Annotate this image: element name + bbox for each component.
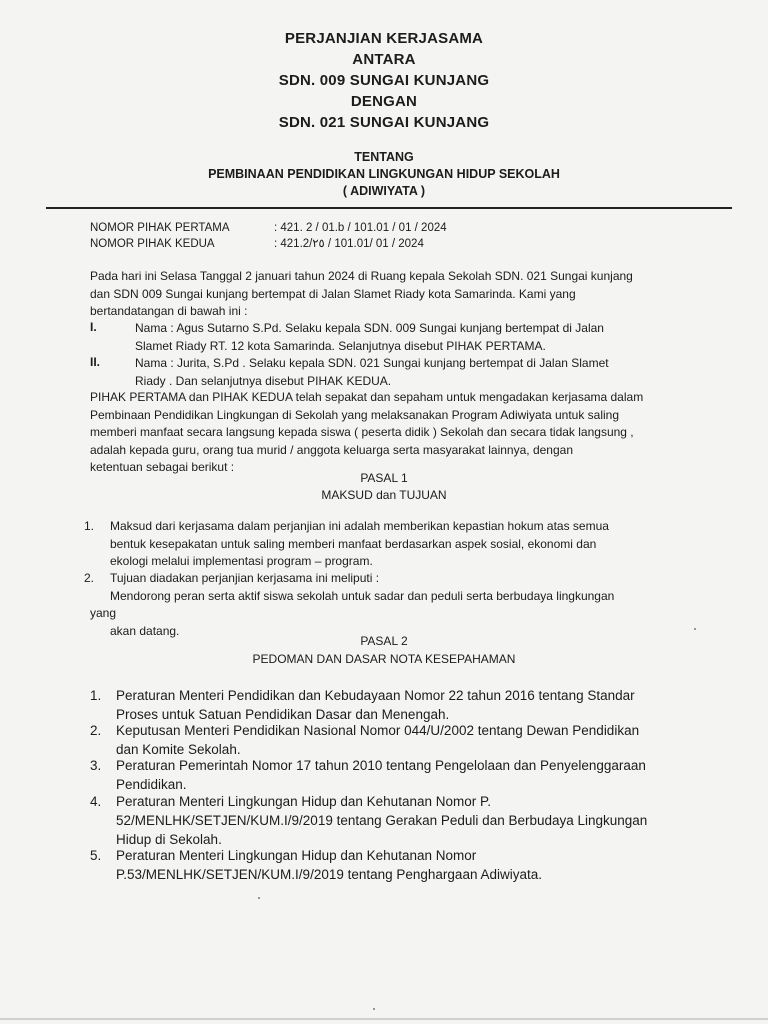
item-line: 52/MENLHK/SETJEN/KUM.I/9/2019 tentang Gerakan Peduli dan Berbudaya Lingkungan — [116, 813, 648, 828]
item-number: 1. — [84, 519, 95, 533]
pasal2-item — [90, 686, 675, 724]
intro-line: dan SDN 009 Sungai kunjang bertempat di Jalan Slamet Riady kota Samarinda. Kami yang — [90, 286, 576, 301]
item-line: dan Komite Sekolah. — [116, 742, 241, 757]
title-line: PERJANJIAN KERJASAMA — [284, 30, 484, 47]
item-number: 1. — [90, 688, 102, 703]
item-line: Peraturan Pemerintah Nomor 17 tahun 2010 tentang Pengelolaan dan Penyelenggaraan — [116, 758, 646, 773]
subtitle-tentang: TENTANG — [354, 150, 414, 164]
pasal2-item — [90, 756, 675, 794]
pasal2-heading: PASAL 2 — [360, 634, 408, 648]
item-number: 4. — [90, 794, 102, 809]
title-line: ANTARA — [352, 51, 416, 68]
item-number: 3. — [90, 758, 102, 773]
agreement-line: PIHAK PERTAMA dan PIHAK KEDUA telah sepakat dan sepaham untuk mengadakan kerjasama dalam — [90, 390, 644, 404]
intro-paragraph — [90, 268, 702, 321]
item-line: bentuk kesepakatan untuk saling memberi manfaat berdasarkan aspek sosial, ekonomi dan — [110, 536, 597, 551]
agreement-line: memberi manfaat secara langsung kepada siswa ( peserta didik ) Sekolah dan secara tidak langsung , — [90, 425, 634, 439]
party-numeral: II. — [90, 355, 101, 369]
scan-speck — [373, 1008, 375, 1010]
agreement-line: ketentuan sebagai berikut : — [90, 460, 235, 474]
item-line: Peraturan Menteri Lingkungan Hidup dan Kehutanan Nomor — [116, 848, 477, 863]
party-line: Nama : Agus Sutarno S.Pd. Selaku kepala SDN. 009 Sungai kunjang bertempat di Jalan — [135, 321, 604, 335]
party-numeral: I. — [90, 320, 97, 334]
scan-speck — [694, 628, 696, 630]
item-line: Maksud dari kerjasama dalam perjanjian ini adalah memberikan kepastian hokum atas semua — [110, 519, 609, 533]
document-numbers — [90, 220, 447, 252]
agreement-line: Pembinaan Pendidikan Lingkungan di Sekolah yang melaksanakan Program Adiwiyata untuk saling — [90, 407, 620, 422]
item-line: Peraturan Menteri Lingkungan Hidup dan Kehutanan Nomor P. — [116, 794, 492, 809]
item-line: yang — [90, 606, 117, 620]
pasal2-subheading: PEDOMAN DAN DASAR NOTA KESEPAHAMAN — [252, 652, 516, 666]
title-line: SDN. 009 SUNGAI KUNJANG — [278, 72, 490, 89]
item-number: 5. — [90, 848, 102, 863]
title-line: SDN. 021 SUNGAI KUNJANG — [278, 114, 490, 131]
scan-speck — [258, 897, 260, 899]
item-line: Tujuan diadakan perjanjian kerjasama ini meliputi : — [110, 571, 380, 585]
party-line: Nama : Jurita, S.Pd . Selaku kepala SDN. 021 Sungai kunjang bertempat di Jalan Slamet — [135, 356, 609, 370]
item-line: Mendorong peran serta aktif siswa sekolah untuk sadar dan peduli serta berbudaya lingkungan — [110, 588, 615, 603]
page-edge — [0, 1018, 768, 1020]
item-line: Hidup di Sekolah. — [116, 832, 222, 847]
item-number: 2. — [84, 571, 95, 585]
party-pertama — [135, 320, 705, 355]
document-title — [0, 28, 768, 133]
pasal1-item — [84, 518, 714, 571]
header-divider — [46, 207, 732, 209]
party-line: Slamet Riady RT. 12 kota Samarinda. Selanjutnya disebut PIHAK PERTAMA. — [135, 338, 546, 353]
subtitle-topic: PEMBINAAN PENDIDIKAN LINGKUNGAN HIDUP SEKOLAH — [208, 167, 560, 181]
nomor-pertama-value: : 421. 2 / 01.b / 101.01 / 01 / 2024 — [274, 222, 447, 234]
nomor-kedua-label: NOMOR PIHAK KEDUA — [90, 238, 215, 250]
nomor-kedua-value: : 421.2/٢٥ / 101.01/ 01 / 2024 — [274, 238, 424, 250]
pasal2-item — [90, 792, 675, 849]
agreement-paragraph — [90, 389, 710, 477]
item-line: Keputusan Menteri Pendidikan Nasional Nomor 044/U/2002 tentang Dewan Pendidikan — [116, 723, 640, 738]
item-line: akan datang. — [110, 623, 180, 638]
pasal2-item — [90, 721, 675, 759]
title-line: DENGAN — [350, 93, 418, 110]
pasal1-subheading: MAKSUD dan TUJUAN — [321, 488, 447, 502]
pasal1-heading: PASAL 1 — [360, 471, 408, 485]
item-line: ekologi melalui implementasi program – program. — [110, 554, 373, 568]
pasal2-item — [90, 846, 675, 884]
document-subtitle — [0, 149, 768, 200]
party-line: Riady . Dan selanjutnya disebut PIHAK KEDUA. — [135, 373, 392, 388]
intro-line: bertandatangan di bawah ini : — [90, 304, 248, 318]
intro-line: Pada hari ini Selasa Tanggal 2 januari tahun 2024 di Ruang kepala Sekolah SDN. 021 Sungai kunjang — [90, 269, 633, 283]
party-kedua — [135, 355, 705, 390]
item-line: Peraturan Menteri Pendidikan dan Kebudayaan Nomor 22 tahun 2016 tentang Standar — [116, 688, 635, 703]
item-line: Pendidikan. — [116, 777, 187, 792]
item-number: 2. — [90, 723, 102, 738]
pasal1-item — [84, 570, 714, 640]
agreement-line: adalah kepada guru, orang tua murid / anggota keluarga serta masyarakat lainnya, dengan — [90, 442, 573, 457]
item-line: Proses untuk Satuan Pendidikan Dasar dan Menengah. — [116, 707, 450, 722]
subtitle-program: ( ADIWIYATA ) — [342, 184, 426, 198]
item-line: P.53/MENLHK/SETJEN/KUM.I/9/2019 tentang Penghargaan Adiwiyata. — [116, 867, 542, 882]
nomor-pertama-label: NOMOR PIHAK PERTAMA — [90, 222, 230, 234]
